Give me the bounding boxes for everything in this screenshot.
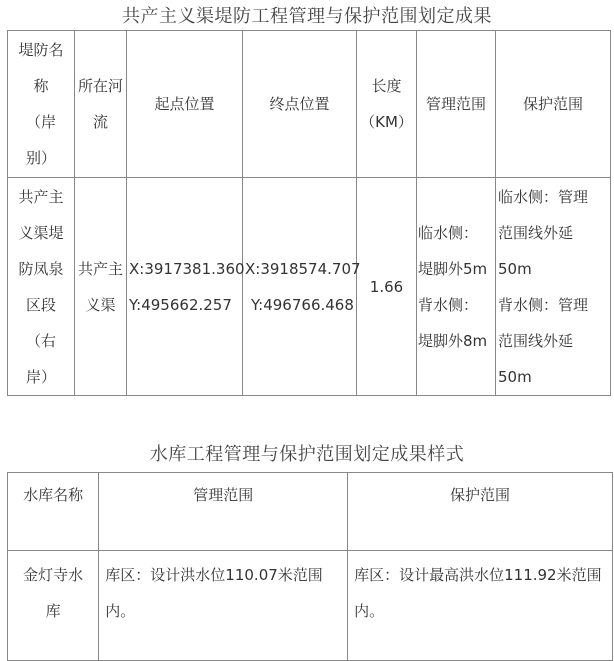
- table1-title: 共产主义渠堤防工程管理与保护范围划定成果: [122, 6, 492, 27]
- table-row: [8, 178, 611, 396]
- header-protection-scope: 保护范围: [348, 473, 613, 551]
- header-length: 长度 （KM）: [357, 31, 417, 178]
- header-protection-scope: 保护范围: [496, 31, 611, 178]
- header-management-scope: 管理范围: [417, 31, 496, 178]
- cell-protection-scope: 库区：设计最高洪水位111.92米范围内。: [348, 551, 613, 661]
- cell-management-scope: 库区：设计洪水位110.07米范围内。: [99, 551, 348, 661]
- cell-management-scope: 临水侧： 堤脚外5m 背水侧： 堤脚外8m: [417, 178, 496, 396]
- table-header-row: [8, 473, 613, 551]
- header-management-scope: 管理范围: [99, 473, 348, 551]
- table-row: [8, 551, 613, 661]
- cell-start-position: X:3917381.360 Y:495662.257: [127, 178, 243, 396]
- header-end-position: 终点位置: [243, 31, 357, 178]
- table-header-row: [8, 31, 611, 178]
- cell-length: 1.66: [357, 178, 417, 396]
- header-levee-name: 堤防名 称 （岸 别）: [8, 31, 75, 178]
- cell-end-position: X:3918574.707 Y:496766.468: [243, 178, 357, 396]
- cell-river: 共产主 义渠: [75, 178, 127, 396]
- levee-results-table: [7, 30, 611, 396]
- header-start-position: 起点位置: [127, 31, 243, 178]
- table2-title: 水库工程管理与保护范围划定成果样式: [149, 444, 465, 465]
- cell-reservoir-name: 金灯寺水 库: [8, 551, 99, 661]
- header-river: 所在河 流: [75, 31, 127, 178]
- cell-levee-name: 共产主 义渠堤 防凤泉 区段 （右 岸）: [8, 178, 75, 396]
- cell-protection-scope: 临水侧：管理 范围线外延 50m 背水侧：管理 范围线外延 50m: [496, 178, 611, 396]
- header-reservoir-name: 水库名称: [8, 473, 99, 551]
- reservoir-results-table: [7, 472, 613, 661]
